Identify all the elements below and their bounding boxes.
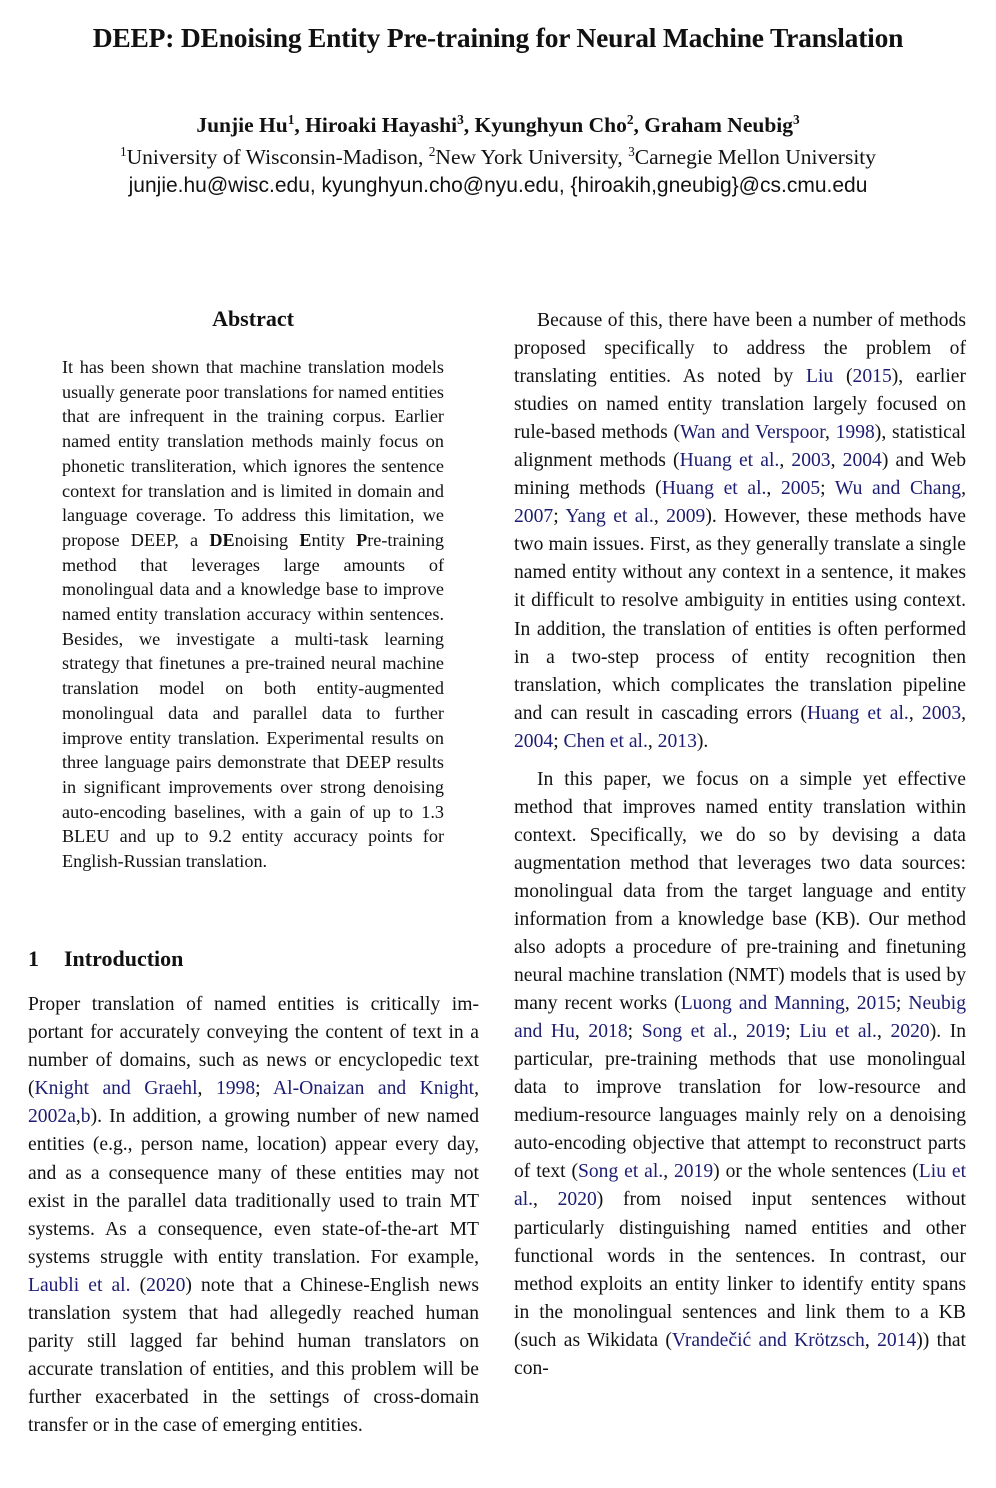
citation-link[interactable]: Liu et al. xyxy=(799,1021,877,1043)
citation-link[interactable]: 2015 xyxy=(856,993,896,1015)
citation-link[interactable]: 2003 xyxy=(921,702,962,724)
body-text: ). However, these methods have two main issues. First, as they generally translate a single named entity without any context in a sentence, it makes it difficult to resolve ambiguity in entities using context. In addition, the translation of entities is often performed in a two-step process of entity recognition then translation, which complicates the translation pipeline and can result in cascading errors ( xyxy=(514,506,966,724)
citation-link[interactable]: Song et al. xyxy=(641,1021,733,1043)
citation-link[interactable]: 1998 xyxy=(215,1078,256,1100)
affiliation-name: University of Wisconsin-Madison xyxy=(126,145,418,169)
citation-link[interactable]: Wan and Verspoor xyxy=(680,422,825,444)
body-text: , xyxy=(732,1021,746,1043)
citation-link[interactable]: Yang et al. xyxy=(565,506,654,528)
body-text: ; xyxy=(553,506,566,528)
abstract-text: re-training method that leverages large amounts of monolingual data and a knowledge base to improve named entity translation accuracy within sentences. Besides, we investigate a multi-task learning strategy that finetunes a pre-trained neural machine translation model on both entity-augmented monolingual data and parallel data to further improve entity translation. Experimental results on three language pairs demonstrate that DEEP results in significant improvements over strong denoising auto-encoding baselines, with a gain of up to 1.3 BLEU and up to 9.2 entity accuracy points for English-Russian translation. xyxy=(62,529,444,872)
author-affiliation-mark: 3 xyxy=(457,111,464,127)
citation-link[interactable]: Laubli et al. xyxy=(28,1274,131,1296)
affiliation-mark: 3 xyxy=(628,143,635,159)
citation-link[interactable]: Al-Onaizan and Knight xyxy=(272,1078,475,1100)
body-text: , xyxy=(653,506,667,528)
body-text: In this paper, we focus on a simple yet effective method that improves named entity translation within context. Specifically, we do so by devising a data augmentation method that leverages two data sources: monolingual data from the target language and entity information from a knowledge base (KB). Our method also adopts a procedure of pre-training and finetuning neural machine translation (NMT) models that is used by many recent works ( xyxy=(514,768,966,1015)
affiliation-mark: 1 xyxy=(119,143,127,159)
body-text: , xyxy=(961,478,967,500)
citation-link[interactable]: 2018 xyxy=(588,1021,628,1043)
citation-link[interactable]: Chen et al. xyxy=(563,730,648,752)
body-text: , xyxy=(824,422,836,444)
body-text: ( xyxy=(833,366,853,388)
body-text: ; xyxy=(553,730,564,752)
body-text: , xyxy=(647,730,658,752)
citation-link[interactable]: Song et al. xyxy=(577,1161,664,1183)
body-text: , xyxy=(75,1106,81,1128)
citation-link[interactable]: 2014 xyxy=(877,1329,917,1351)
citation-link[interactable]: 2019 xyxy=(673,1161,714,1183)
abstract-acronym-bold: E xyxy=(299,529,312,550)
body-text: ) note that a Chinese-English news translation system that had allegedly reached human parity still lagged far behind human translators on accurate translation of entities, and this problem will be further exacerbated in the settings of cross-domain transfer or in the case of emerging entities. xyxy=(28,1274,479,1437)
body-text: ; xyxy=(255,1078,273,1100)
citation-link[interactable]: Knight and Graehl xyxy=(34,1078,198,1100)
body-text: , xyxy=(876,1021,891,1043)
citation-link[interactable]: 2004 xyxy=(514,730,554,752)
citation-link[interactable]: 2020 xyxy=(890,1021,930,1043)
author-name: Graham Neubig xyxy=(644,113,794,137)
abstract-heading: Abstract xyxy=(212,306,294,331)
introduction-column-left xyxy=(28,991,479,1441)
citation-link[interactable]: 1998 xyxy=(835,422,875,444)
citation-link[interactable]: 2015 xyxy=(852,366,892,388)
author-name: Junjie Hu xyxy=(196,113,288,137)
citation-link[interactable]: 2007 xyxy=(514,506,554,528)
citation-link[interactable]: Liu et al. xyxy=(514,1161,967,1211)
abstract-text: noising xyxy=(234,529,300,550)
author-name: Hiroaki Hayashi xyxy=(305,113,458,137)
citation-link[interactable]: 2004 xyxy=(842,450,882,472)
body-text: Proper translation of named entities is critically important for accurately conveying the content of text in a number of domains, such as news or encyclopedic text ( xyxy=(28,994,479,1100)
author-affiliation-mark: 1 xyxy=(287,111,295,127)
affiliation-name: New York University xyxy=(435,145,618,169)
body-text: ; xyxy=(820,478,835,500)
body-text: ), statistical alignment methods ( xyxy=(514,422,966,472)
affiliation-list: $^1$University of Wisconsin-Madison, $^2$New York University, $^3$Carnegie Mellon University xyxy=(119,143,877,169)
citation-link[interactable]: 2013 xyxy=(657,730,697,752)
citation-link[interactable]: Wu and Chang xyxy=(834,478,962,500)
body-text: , xyxy=(779,450,792,472)
body-text: , xyxy=(533,1189,558,1211)
author-name: Kyunghyun Cho xyxy=(474,113,627,137)
body-text: , xyxy=(864,1329,878,1351)
citation-link[interactable]: Liu xyxy=(806,366,834,388)
citation-link[interactable]: 2020 xyxy=(146,1274,186,1296)
author-emails: junjie.hu@wisc.edu, kyunghyun.cho@nyu.edu, {hiroakih,gneubig}@cs.cmu.edu xyxy=(128,174,868,197)
body-text: , xyxy=(474,1078,479,1100)
author-list: Junjie Hu$^1$, Hiroaki Hayashi$^3$, Kyunghyun Cho$^2$, Graham Neubig$^3$ xyxy=(196,111,800,137)
paragraph xyxy=(28,991,479,1441)
abstract-acronym-bold: P xyxy=(356,529,368,550)
body-text: ), earlier studies on named entity translation largely focused on rule-based methods ( xyxy=(514,366,966,444)
citation-link[interactable]: Huang et al. xyxy=(679,450,780,472)
body-text: ; xyxy=(627,1021,642,1043)
body-text: ; xyxy=(895,993,909,1015)
paper-title: DEEP: DEnoising Entity Pre-training for Neural Machine Translation xyxy=(92,22,904,53)
section-heading-introduction xyxy=(28,946,183,972)
citation-link[interactable]: Luong and Manning xyxy=(680,993,845,1015)
body-text: , xyxy=(961,702,967,724)
body-text: ). xyxy=(696,730,709,752)
body-text: , xyxy=(766,478,781,500)
author-affiliation-mark: 2 xyxy=(626,111,634,127)
affiliation-name: Carnegie Mellon University xyxy=(634,145,877,169)
abstract-text: ntity xyxy=(311,529,357,550)
abstract-acronym-bold: DE xyxy=(209,529,235,550)
citation-link[interactable]: 2019 xyxy=(746,1021,786,1043)
body-text: , xyxy=(197,1078,216,1100)
body-text: , xyxy=(908,702,922,724)
body-text: , xyxy=(574,1021,589,1043)
citation-link[interactable]: Huang et al. xyxy=(806,702,909,724)
body-text: , xyxy=(844,993,857,1015)
abstract-body xyxy=(62,355,444,874)
introduction-column-right xyxy=(514,307,966,1383)
citation-link[interactable]: Neubig and Hu xyxy=(514,993,967,1043)
citation-link[interactable]: Vrandečić and Krötzsch xyxy=(671,1329,865,1351)
paragraph xyxy=(514,766,966,1383)
abstract-text: It has been shown that machine translation models usually generate poor translations for named entities that are infrequent in the training corpus. Earlier named entity translation methods mainly focus on phonetic transliteration, which ignores the sentence context for translation and is limited in domain and language coverage. To address this limitation, we propose DEEP, a xyxy=(62,357,444,550)
section-title: Introduction xyxy=(64,946,184,971)
paragraph xyxy=(514,307,966,756)
citation-link[interactable]: 2009 xyxy=(666,506,706,528)
body-text: ; xyxy=(785,1021,800,1043)
citation-link[interactable]: 2020 xyxy=(557,1189,597,1211)
body-text: Because of this, there have been a number of methods proposed specifically to address the problem of translating entities. As noted by xyxy=(514,310,966,388)
body-text: )) that con- xyxy=(514,1329,967,1379)
body-text: ). In particular, pre-training methods that use monolingual data to improve translation for low-resource and medium-resource languages mainly rely on a denoising auto-encoding objective that attempt to reconstruct parts of text ( xyxy=(514,1021,967,1183)
citation-link[interactable]: b xyxy=(80,1106,91,1128)
body-text: , xyxy=(663,1161,674,1183)
body-text: ). In addition, a growing number of new named entities (e.g., person name, location) appear every day, and as a consequence many of these entities may not exist in the parallel data traditionally used to train MT systems. As a consequence, even state-of-the-art MT systems struggle with entity translation. For example, xyxy=(28,1106,479,1268)
citation-link[interactable]: 2003 xyxy=(791,450,831,472)
body-text: ) and Web mining methods ( xyxy=(514,450,967,500)
citation-link[interactable]: Huang et al. xyxy=(661,478,767,500)
author-affiliation-mark: 3 xyxy=(793,111,800,127)
body-text: ) from noised input sentences without particularly distinguishing named entities and other functional words in the sentences. In contrast, our method exploits an entity linker to identify entity spans in the monolingual sentences and link them to a KB (such as Wikidata ( xyxy=(514,1189,966,1351)
body-text: ) or the whole sentences ( xyxy=(713,1161,919,1183)
body-text: ( xyxy=(130,1274,147,1296)
citation-link[interactable]: 2002a xyxy=(28,1106,76,1128)
section-number: 1 xyxy=(28,946,39,971)
citation-link[interactable]: 2005 xyxy=(780,478,821,500)
body-text: , xyxy=(830,450,843,472)
affiliation-mark: 2 xyxy=(428,143,436,159)
